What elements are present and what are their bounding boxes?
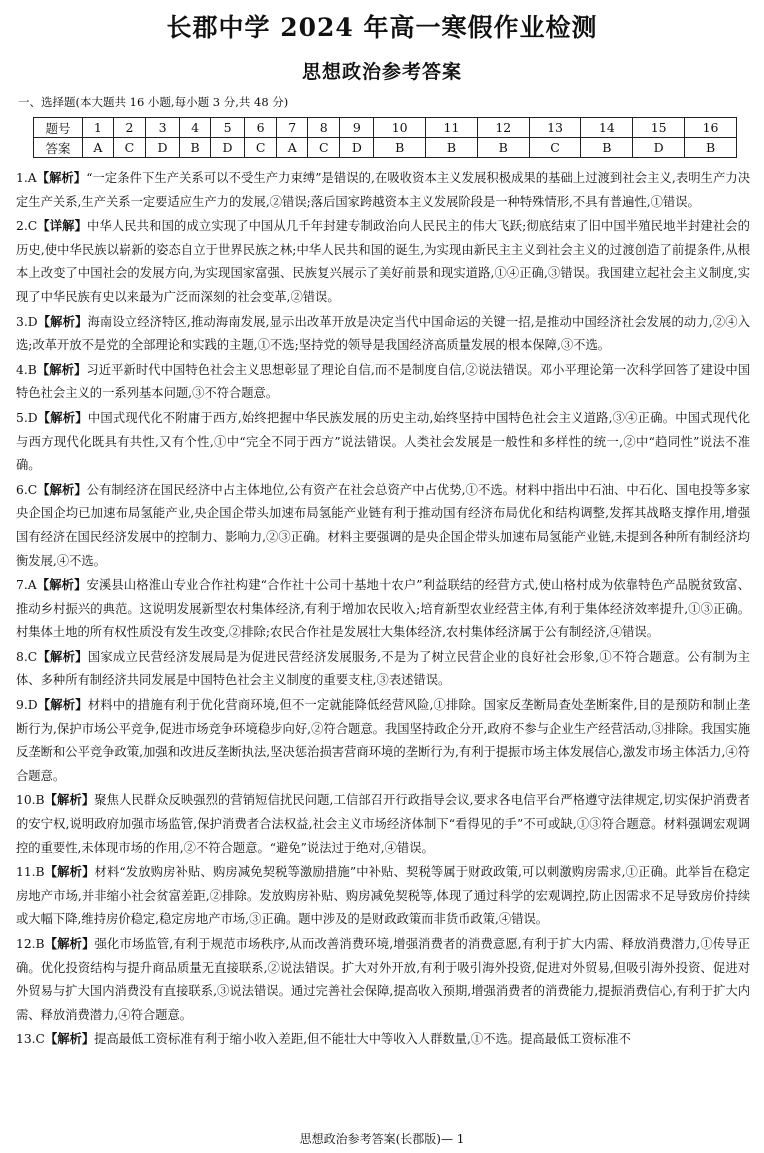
answer-cell: B — [374, 138, 426, 158]
item-tag: 【解析】 — [44, 1031, 95, 1047]
explanation-item — [16, 788, 750, 860]
item-number: 9.D — [16, 698, 38, 713]
question-number-cell: 5 — [211, 118, 245, 138]
answer-cell: B — [426, 138, 478, 158]
question-number-cell: 12 — [477, 118, 529, 138]
explanation-item — [16, 478, 750, 573]
item-number: 3.D — [16, 314, 38, 329]
answer-cell: A — [83, 138, 114, 158]
question-number-cell: 7 — [277, 118, 308, 138]
item-tag: 【解析】 — [44, 792, 95, 808]
item-number: 4.B — [16, 362, 37, 377]
item-text: 国家成立民营经济发展局是为促进民营经济发展服务,不是为了树立民营企业的良好社会形象,①不符合题意。公有制为主体、多种所有制经济共同发展是中国特色社会主义制度的重要支柱,③表述错误。 — [16, 649, 750, 688]
explanation-item — [16, 214, 750, 309]
item-tag: 【解析】 — [36, 577, 87, 593]
section-heading: 一、选择题(本大题共 16 小题,每小题 3 分,共 48 分) — [18, 95, 289, 109]
explanation-item — [16, 932, 750, 1027]
answer-cell: D — [633, 138, 685, 158]
item-tag: 【解析】 — [37, 481, 87, 497]
item-text: 安溪县山格淮山专业合作社构建“合作社十公司十基地十农户”利益联结的经营方式,使山格村成为依靠特色产品脱贫致富、推动乡村振兴的典范。这说明发展新型农村集体经济,有利于增加农民收入;培育新型农业经营主体,有利于集体经济效率提升,①③正确。村集体土地的所有权性质没有发生改变,②排除;农民合作社是发展壮大集体经济,农村集体经济属于公有制经济,④错误。 — [16, 578, 750, 640]
item-text: 强化市场监管,有利于规范市场秩序,从而改善消费环境,增强消费者的消费意愿,有利于扩大内需、释放消费潜力,①传导正确。优化投资结构与提升商品质量无直接联系,②说法错误。扩大对外开放,有利于吸引海外投资,促进对外贸易,但吸引海外投资、促进对外贸易与扩大国内消费没有直接联系,③说法错误。通过完善社会保障,提高收入预期,增强消费者的消费能力,提振消费信心,有利于扩大内需、释放消费潜力,④符合题意。 — [16, 937, 750, 1022]
explanation-list — [16, 166, 750, 1052]
question-number-cell: 16 — [685, 118, 737, 138]
question-number-cell: 4 — [179, 118, 210, 138]
item-text: 聚焦人民群众反映强烈的营销短信扰民问题,工信部召开行政指导会议,要求各电信平台严格遵守法律规定,切实保护消费者的安宁权,说明政府加强市场监管,保护消费者合法权益,社会主义市场经济体制下“看得见的手”不可或缺,①③符合题意。材料强调宏观调控的重要性,未体现市场的作用,②不符合题意。“避免”说法过于绝对,④错误。 — [16, 793, 750, 855]
question-number-cell: 6 — [244, 118, 276, 138]
answer-table-number-row — [34, 118, 737, 138]
item-tag: 【解析】 — [36, 170, 87, 185]
question-number-cell: 10 — [374, 118, 426, 138]
answer-cell: C — [244, 138, 276, 158]
item-number: 5.D — [16, 410, 38, 425]
page-subtitle: 思想政治参考答案 — [301, 61, 462, 83]
explanation-item — [16, 358, 750, 406]
item-tag: 【解析】 — [37, 409, 88, 425]
answer-cell: D — [340, 138, 374, 158]
item-tag: 【详解】 — [37, 218, 88, 234]
item-text: 中华人民共和国的成立实现了中国从几千年封建专制政治向人民民主的伟大飞跃;彻底结束了旧中国半殖民地半封建社会的历史,使中华民族以崭新的姿态自立于世界民族之林;中华人民共和国的诞生,为实现由新民主主义到社会主义的过渡创造了前提条件,从根本上改变了中国社会的发展方向,为实现国家富强、民族复兴展示了美好前景和现实道路,①④正确,③错误。我国建立起社会主义制度,实现了中华民族有史以来最为广泛而深刻的社会变革,②错误。 — [16, 219, 750, 304]
item-number: 2.C — [16, 219, 38, 234]
answer-cell: B — [179, 138, 210, 158]
item-text: 习近平新时代中国特色社会主义思想彰显了理论自信,而不是制度自信,②说法错误。邓小平理论第一次科学回答了建设中国特色社会主义的一系列基本问题,③不符合题意。 — [16, 362, 750, 401]
answer-cell: D — [211, 138, 245, 158]
question-number-cell: 14 — [581, 118, 633, 138]
item-number: 12.B — [16, 937, 45, 951]
answer-row-label: 答案 — [34, 138, 83, 158]
item-tag: 【解析】 — [37, 648, 88, 664]
item-tag: 【解析】 — [44, 864, 95, 880]
question-number-cell: 15 — [633, 118, 685, 138]
question-number-cell: 8 — [308, 118, 340, 138]
explanation-item — [16, 645, 750, 693]
explanation-item — [16, 310, 750, 358]
explanation-item — [16, 693, 750, 788]
item-text: 材料中的措施有利于优化营商环境,但不一定就能降低经营风险,①排除。国家反垄断局查处垄断案件,目的是预防和制止垄断行为,保护市场公平竞争,促进市场竞争环境稳步向好,②符合题意。我国坚持政企分开,政府不参与企业生产经营活动,③排除。我国实施反垄断和公平竞争政策,加强和改进反垄断执法,坚决惩治损害营商环境的垄断行为,有利于提振市场主体发展信心,激发市场主体活力,④符合题意。 — [16, 698, 750, 783]
answer-cell: A — [277, 138, 308, 158]
item-number: 1.A — [16, 171, 37, 185]
explanation-item — [16, 406, 750, 478]
explanation-item — [16, 860, 750, 932]
question-number-cell: 3 — [146, 118, 180, 138]
item-text: 公有制经济在国民经济中占主体地位,公有资产在社会总资产中占优势,①不选。材料中指出中石油、中石化、国电投等多家央企国企均已加速布局氢能产业,央企国企带头加速布局氢能产业链有利于推动国有经济布局优化和结构调整,发挥其战略支撑作用,增强国有经济在国民经济发展中的控制力、影响力,②③正确。材料主要强调的是央企国企带头加速布局氢能产业链,未提到各种所有制经济均衡发展,④不选。 — [16, 482, 750, 568]
answer-cell: B — [477, 138, 529, 158]
page-footer: 思想政治参考答案(长郡版)— 1 — [299, 1132, 465, 1146]
answer-cell: C — [529, 138, 581, 158]
item-tag: 【解析】 — [44, 936, 95, 951]
explanation-item — [16, 573, 750, 645]
item-number: 11.B — [16, 865, 45, 880]
number-row-label: 题号 — [34, 118, 83, 138]
item-text: 提高最低工资标准有利于缩小收入差距,但不能壮大中等收入人群数量,①不选。提高最低工资标准不 — [94, 1032, 631, 1047]
item-text: 海南设立经济特区,推动海南发展,显示出改革开放是决定当代中国命运的关键一招,是推动中国经济社会发展的动力,②④入选;改革开放不是党的全部理论和实践的主题,①不选;坚持党的领导是我国经济高质量发展的根本保障,③不选。 — [16, 314, 750, 353]
item-tag: 【解析】 — [37, 313, 88, 329]
question-number-cell: 1 — [83, 118, 114, 138]
item-text: 材料“发放购房补贴、购房减免契税等激励措施”中补贴、契税等属于财政政策,可以刺激购房需求,①正确。此举旨在稳定房地产市场,并非缩小社会贫富差距,②排除。发放购房补贴、购房减免契税等,体现了通过科学的宏观调控,防止因需求不足导致房价持续或大幅下降,维持房价稳定,稳定房地产市场,③正确。题中涉及的是财政政策而非货币政策,④错误。 — [16, 865, 750, 927]
answer-table-answer-row — [34, 138, 737, 158]
page-title: 长郡中学 2024 年高一寒假作业检测 — [166, 13, 598, 42]
answer-cell: C — [308, 138, 340, 158]
explanation-item — [16, 1027, 750, 1052]
item-tag: 【解析】 — [37, 697, 88, 713]
item-text: 中国式现代化不附庸于西方,始终把握中华民族发展的历史主动,始终坚持中国特色社会主义道路,③④正确。中国式现代化与西方现代化既具有共性,又有个性,①中“完全不同于西方”说法错误。人类社会发展是一般性和多样性的统一,②中“趋同性”说法不准确。 — [16, 410, 750, 473]
question-number-cell: 13 — [529, 118, 581, 138]
answer-cell: C — [113, 138, 145, 158]
answer-cell: B — [685, 138, 737, 158]
item-number: 7.A — [16, 578, 37, 593]
question-number-cell: 2 — [113, 118, 145, 138]
item-number: 6.C — [16, 482, 38, 497]
item-number: 13.C — [16, 1032, 45, 1047]
answer-table — [33, 117, 737, 158]
item-number: 8.C — [16, 649, 38, 664]
explanation-item — [16, 166, 750, 214]
question-number-cell: 11 — [426, 118, 478, 138]
item-text: “一定条件下生产关系可以不受生产力束缚”是错误的,在吸收资本主义发展积极成果的基础上过渡到社会主义,表明生产力决定生产关系,生产关系一定要适应生产力的发展,②错误;落后国家跨越资本主义发展阶段是一种特殊情形,不具有普遍性,①错误。 — [16, 171, 750, 209]
item-number: 10.B — [16, 793, 45, 808]
question-number-cell: 9 — [340, 118, 374, 138]
answer-cell: B — [581, 138, 633, 158]
item-tag: 【解析】 — [36, 361, 87, 377]
answer-cell: D — [146, 138, 180, 158]
